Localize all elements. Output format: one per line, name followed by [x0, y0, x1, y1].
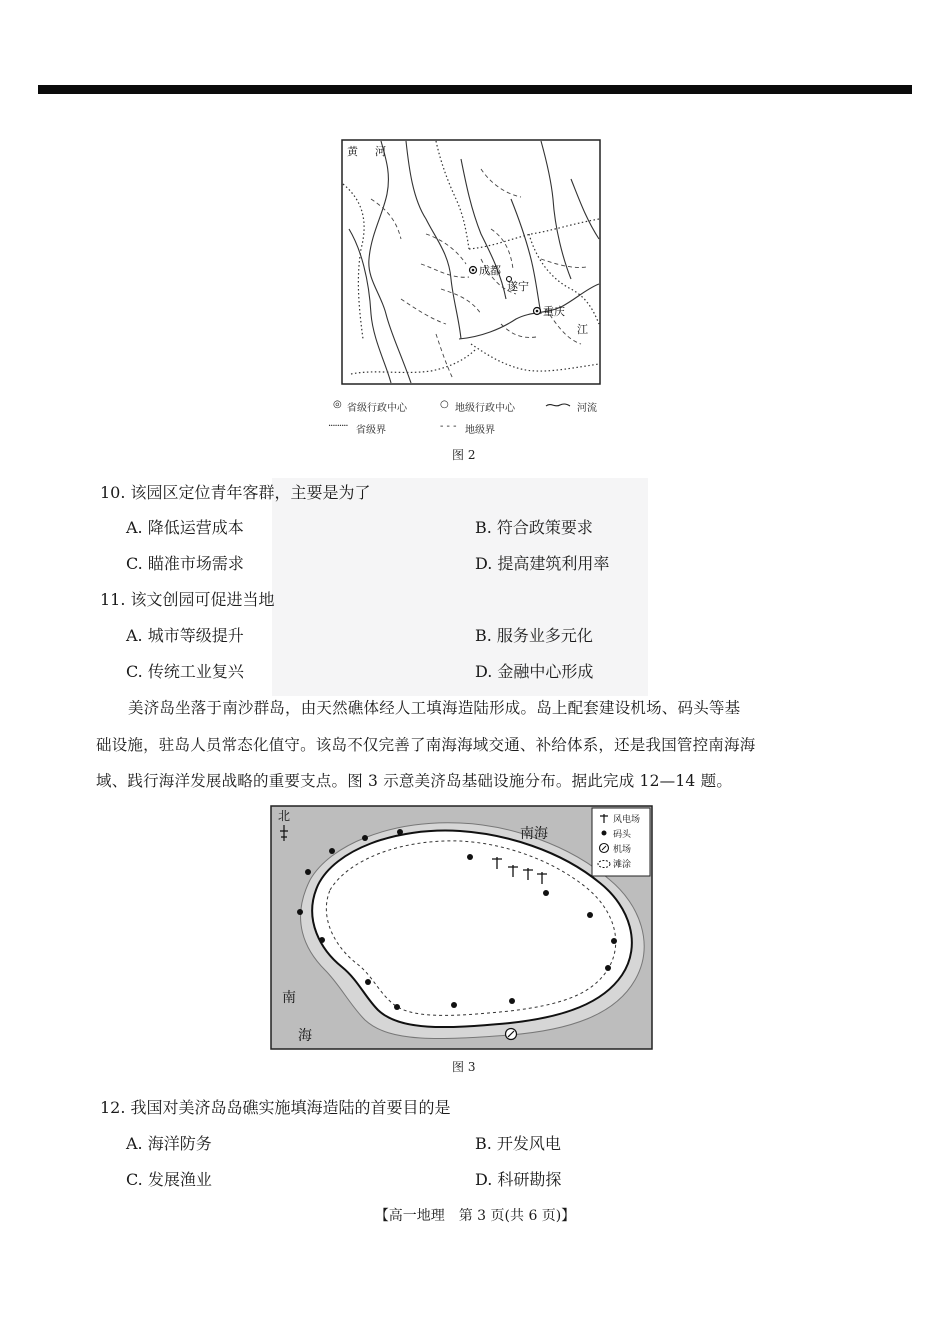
question-11-option-b[interactable]: B. 服务业多元化	[475, 626, 593, 645]
question-11-stem: 11. 该文创园可促进当地	[100, 590, 275, 609]
header-rule	[38, 85, 912, 94]
passage-line-1: 美济岛坐落于南沙群岛，由天然礁体经人工填海造陆形成。岛上配套建设机场、码头等基	[128, 699, 741, 717]
sea-label-top: 南海	[520, 826, 548, 842]
legend-prefecture-border-icon: - - -	[440, 421, 457, 432]
label-huang: 黄	[347, 145, 358, 158]
legend-prefecture-center: 地级行政中心	[455, 403, 515, 414]
question-10-option-b[interactable]: B. 符合政策要求	[475, 518, 593, 537]
figure-3-island-map	[270, 805, 653, 1050]
question-10-option-a[interactable]: A. 降低运营成本	[126, 518, 244, 537]
legend-prefecture-center-icon: ○	[440, 399, 449, 410]
label-suining: 遂宁	[507, 280, 529, 293]
legend-provincial-center: 省级行政中心	[347, 403, 407, 414]
north-label: 北	[278, 809, 291, 823]
question-11-option-c[interactable]: C. 传统工业复兴	[126, 662, 244, 681]
passage-line-2: 础设施，驻岛人员常态化值守。该岛不仅完善了南海海域交通、补给体系，还是我国管控南海海	[96, 736, 756, 754]
legend-tidal: 滩涂	[613, 860, 632, 870]
question-12-option-c[interactable]: C. 发展渔业	[126, 1170, 212, 1189]
question-12-stem: 12. 我国对美济岛岛礁实施填海造陆的首要目的是	[100, 1098, 451, 1117]
question-12-option-d[interactable]: D. 科研勘探	[475, 1170, 562, 1189]
question-10-stem: 10. 该园区定位青年客群，主要是为了	[100, 483, 371, 502]
label-he: 河	[375, 145, 386, 158]
question-12-option-b[interactable]: B. 开发风电	[475, 1134, 561, 1153]
question-12-option-a[interactable]: A. 海洋防务	[126, 1134, 212, 1153]
figure-3-caption: 图 3	[452, 1060, 476, 1074]
question-11-option-a[interactable]: A. 城市等级提升	[126, 626, 244, 645]
question-10-option-c[interactable]: C. 瞄准市场需求	[126, 554, 244, 573]
legend-dock: 码头	[613, 830, 632, 840]
page-footer: 【高一地理 第 3 页(共 6 页)】	[374, 1208, 576, 1224]
label-chengdu: 成都	[479, 264, 501, 277]
legend-wind: 风电场	[613, 815, 641, 825]
sea-label-left-1: 南	[282, 990, 296, 1006]
legend-dock-icon	[602, 831, 607, 836]
legend-prefecture-border: 地级界	[465, 425, 495, 436]
figure-2-caption: 图 2	[452, 448, 476, 462]
legend-provincial-border-icon: ·········	[328, 421, 348, 432]
question-10-option-d[interactable]: D. 提高建筑利用率	[475, 554, 610, 573]
label-chongqing: 重庆	[543, 305, 565, 318]
label-jiang: 江	[577, 323, 588, 336]
sea-label-left-2: 海	[298, 1028, 312, 1044]
passage-line-3: 域、践行海洋发展战略的重要支点。图 3 示意美济岛基础设施分布。据此完成 12—14 题。	[96, 772, 733, 790]
legend-river-icon	[545, 400, 571, 410]
legend-airport: 机场	[613, 845, 632, 855]
question-11-option-d[interactable]: D. 金融中心形成	[475, 662, 594, 681]
legend-provincial-border: 省级界	[356, 425, 386, 436]
legend-river: 河流	[577, 403, 597, 414]
legend-provincial-center-icon: ◎	[333, 399, 342, 410]
figure-2-map	[341, 139, 601, 385]
